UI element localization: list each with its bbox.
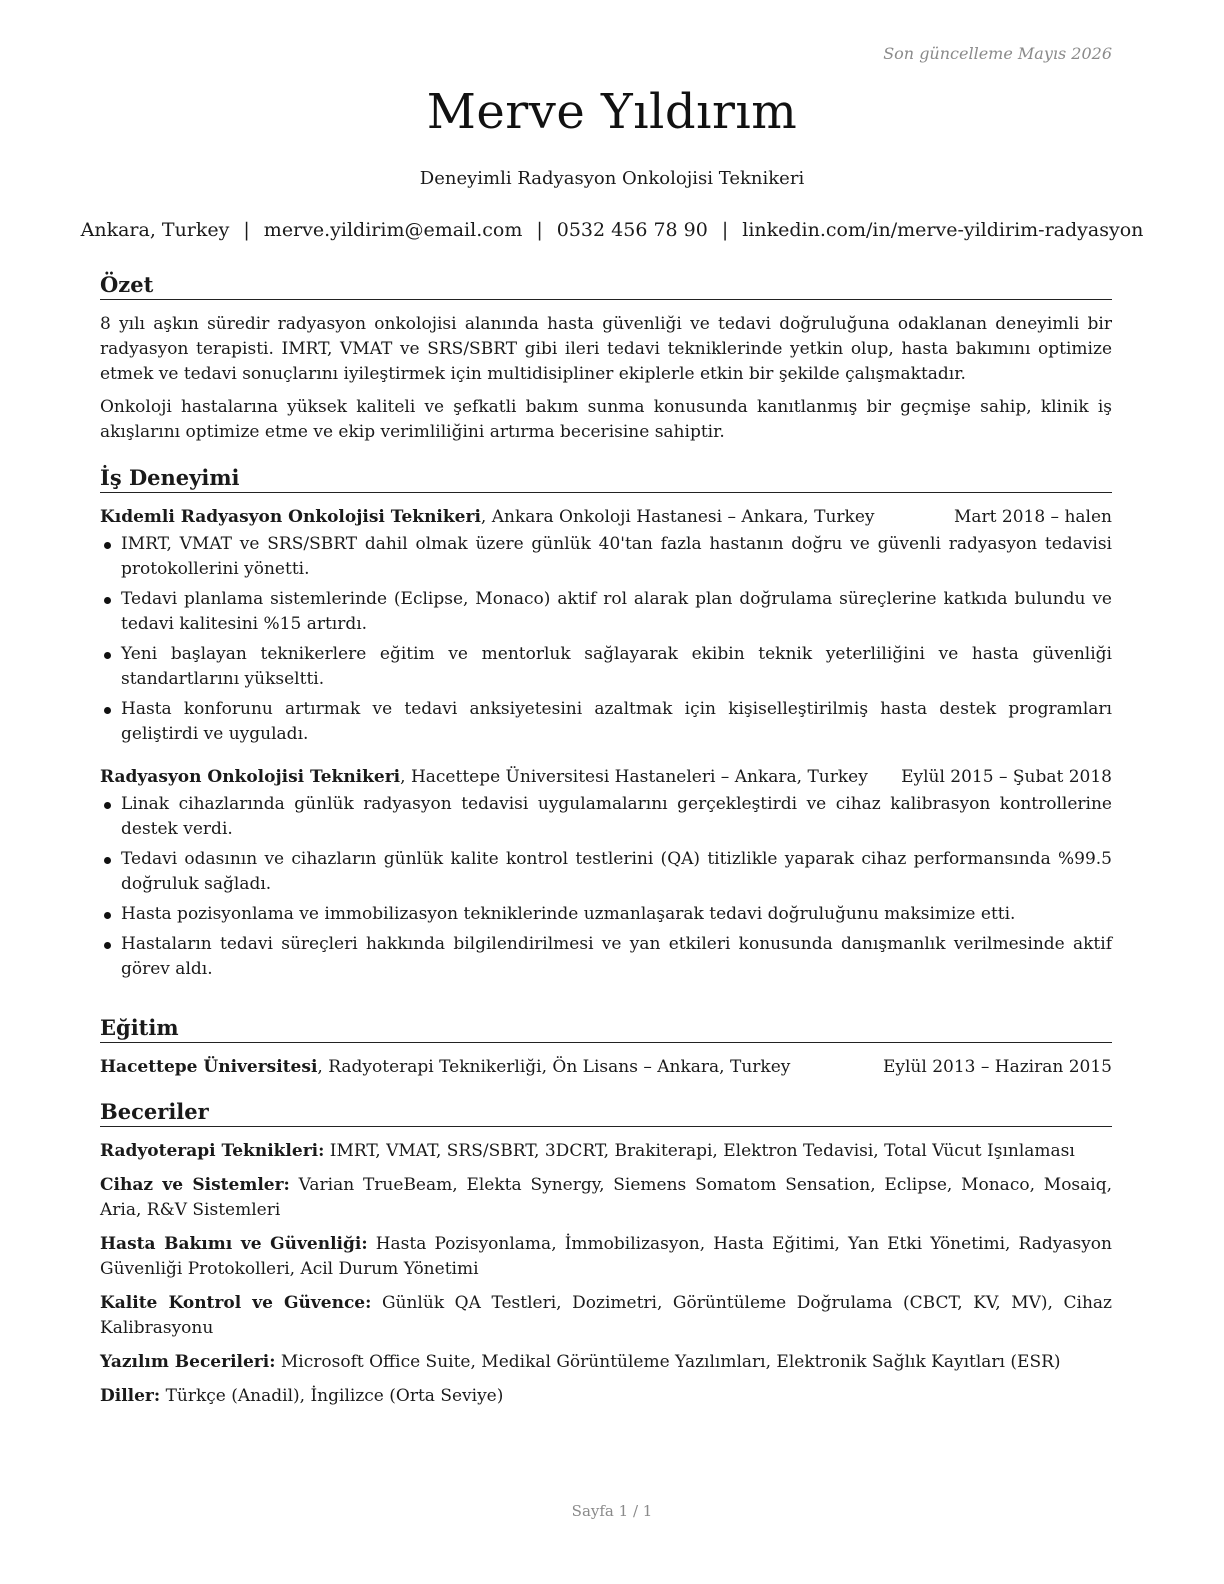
- skill-group: [100, 1173, 1112, 1223]
- job-dates: Mart 2018 – halen: [953, 507, 1112, 527]
- education-line: [100, 1055, 790, 1080]
- skill-label: Yazılım Becerileri:: [100, 1352, 276, 1372]
- skill-value: Varian TrueBeam, Elekta Synergy, Siemens Somatom Sensation, Eclipse, Monaco, Mosaiq, Aria, R&V Sistemleri: [100, 1175, 1113, 1220]
- candidate-name: Merve Yıldırım: [426, 84, 798, 140]
- skill-value: Hasta Pozisyonlama, İmmobilizasyon, Hasta Eğitimi, Yan Etki Yönetimi, Radyasyon Güvenliği Protokolleri, Acil Durum Yönetimi: [100, 1234, 1112, 1279]
- job-bullet: Yeni başlayan teknikerlere eğitim ve mentorluk sağlayarak ekibin teknik yeterliliğini ve hasta güvenliği standartlarını yükseltti.: [100, 642, 1112, 692]
- skill-label: Hasta Bakımı ve Güvenliği:: [100, 1234, 368, 1254]
- job-bullets: [100, 532, 1112, 747]
- contact-linkedin[interactable]: linkedin.com/in/merve-yildirim-radyasyon: [742, 219, 1144, 241]
- skill-group: [100, 1350, 1112, 1375]
- education-section: [100, 1015, 1112, 1080]
- job-bullet: Tedavi planlama sistemlerinde (Eclipse, Monaco) aktif rol alarak plan doğrulama süreçlerine katkıda bulundu ve tedavi kalitesini %15 artırdı.: [100, 587, 1112, 637]
- job-bullet: Hasta pozisyonlama ve immobilizasyon tekniklerinde uzmanlaşarak tedavi doğruluğunu maksimize etti.: [100, 902, 1112, 927]
- skill-group: [100, 1232, 1112, 1282]
- job-org: , Ankara Onkoloji Hastanesi – Ankara, Turkey: [480, 507, 875, 527]
- education-school: Hacettepe Üniversitesi: [100, 1057, 318, 1077]
- education-title: Eğitim: [100, 1015, 1112, 1043]
- contact-line: [0, 219, 1224, 241]
- job-title-line: [100, 765, 868, 790]
- job-bullet: Hastaların tedavi süreçleri hakkında bilgilendirilmesi ve yan etkileri konusunda danışmanlık verilmesinde aktif görev aldı.: [100, 932, 1112, 982]
- summary-paragraph: 8 yılı aşkın süredir radyasyon onkolojisi alanında hasta güvenliği ve tedavi doğruluğuna odaklanan deneyimli bir radyasyon terapisti. IMRT, VMAT ve SRS/SBRT gibi ileri tedavi tekniklerinde yetkin olup, hasta bakımını optimize etmek ve tedavi sonuçlarını iyileştirmek için multidisipliner ekiplerle etkin bir şekilde çalışmaktadır.: [100, 314, 1112, 384]
- job-entry: [100, 505, 1112, 747]
- experience-title: İş Deneyimi: [100, 465, 1112, 493]
- skill-label: Diller:: [100, 1386, 161, 1406]
- skill-group: [100, 1139, 1112, 1164]
- last-updated: Son güncelleme Mayıs 2026: [883, 44, 1112, 63]
- skills-title: Beceriler: [100, 1099, 1112, 1127]
- education-entry: [100, 1055, 1112, 1080]
- job-title-line: [100, 505, 875, 530]
- contact-location: Ankara, Turkey: [80, 219, 230, 241]
- skill-label: Radyoterapi Teknikleri:: [100, 1141, 325, 1161]
- skill-value: Günlük QA Testleri, Dozimetri, Görüntüleme Doğrulama (CBCT, KV, MV), Cihaz Kalibrasyonu: [100, 1293, 1113, 1338]
- job-bullet: Tedavi odasının ve cihazların günlük kalite kontrol testlerini (QA) titizlikle yaparak cihaz performansında %99.5 doğruluk sağladı.: [100, 847, 1112, 897]
- skill-value: Türkçe (Anadil), İngilizce (Orta Seviye): [160, 1386, 504, 1406]
- job-org: , Hacettepe Üniversitesi Hastaneleri – Ankara, Turkey: [400, 767, 868, 787]
- contact-separator: |: [536, 219, 543, 241]
- skill-label: Kalite Kontrol ve Güvence:: [100, 1293, 372, 1313]
- job-header: [100, 505, 1112, 530]
- contact-phone: 0532 456 78 90: [556, 219, 708, 241]
- education-detail: , Radyoterapi Teknikerliği, Ön Lisans – Ankara, Turkey: [317, 1057, 791, 1077]
- headline: Deneyimli Radyasyon Onkolojisi Teknikeri: [419, 168, 805, 189]
- job-entry: [100, 765, 1112, 982]
- summary-paragraph: Onkoloji hastalarına yüksek kaliteli ve şefkatli bakım sunma konusunda kanıtlanmış bir geçmişe sahip, klinik iş akışlarını optimize etme ve ekip verimliliğini artırma becerisine sahiptir.: [100, 397, 1112, 442]
- job-dates: Eylül 2015 – Şubat 2018: [901, 767, 1112, 787]
- skill-value: Microsoft Office Suite, Medikal Görüntüleme Yazılımları, Elektronik Sağlık Kayıtları (ESR): [275, 1352, 1061, 1372]
- skill-value: IMRT, VMAT, SRS/SBRT, 3DCRT, Brakiterapi, Elektron Tedavisi, Total Vücut Işınlaması: [324, 1141, 1075, 1161]
- skill-group: [100, 1384, 1112, 1409]
- job-role: Radyasyon Onkolojisi Teknikeri: [100, 767, 401, 787]
- summary-title: Özet: [100, 272, 1112, 300]
- job-bullets: [100, 792, 1112, 982]
- skill-label: Cihaz ve Sistemler:: [100, 1175, 290, 1195]
- job-role: Kıdemli Radyasyon Onkolojisi Teknikeri: [100, 507, 481, 527]
- contact-separator: |: [721, 219, 729, 241]
- job-header: [100, 765, 1112, 790]
- job-bullet: Hasta konforunu artırmak ve tedavi anksiyetesini azaltmak için kişiselleştirilmiş hasta destek programları geliştirdi ve uyguladı.: [100, 697, 1112, 747]
- job-bullet: IMRT, VMAT ve SRS/SBRT dahil olmak üzere günlük 40'tan fazla hastanın doğru ve güvenli radyasyon tedavisi protokollerini yönetti.: [100, 532, 1112, 582]
- experience-section: [100, 465, 1112, 987]
- job-bullet: Linak cihazlarında günlük radyasyon tedavisi uygulamalarını gerçekleştirdi ve cihaz kalibrasyon kontrollerine destek verdi.: [100, 792, 1112, 842]
- education-dates: Eylül 2013 – Haziran 2015: [882, 1057, 1112, 1077]
- skills-section: [100, 1099, 1112, 1418]
- page-number: Sayfa 1 / 1: [571, 1502, 653, 1520]
- skill-group: [100, 1291, 1112, 1341]
- contact-email[interactable]: merve.yildirim@email.com: [263, 219, 523, 241]
- summary-section: [100, 272, 1112, 453]
- contact-separator: |: [243, 219, 250, 241]
